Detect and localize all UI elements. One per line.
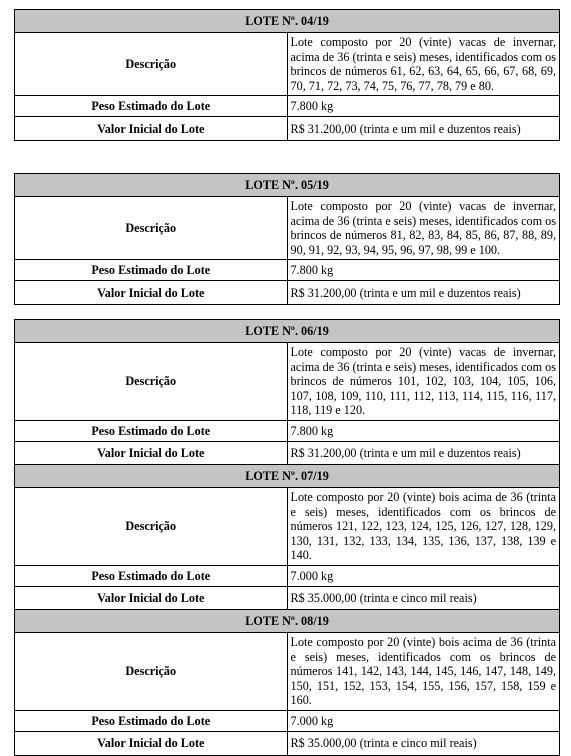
valor-value: R$ 31.200,00 (trinta e um mil e duzentos reais) <box>287 281 560 305</box>
descricao-value: Lote composto por 20 (vinte) bois acima de 36 (trinta e seis) meses, identificados com os brincos de números 121, 122, 123, 124, 125, 126, 127, 128, 129, 130, 131, 132, 133, 134, 135, 136, 137, 138, 139 e 140. <box>287 488 560 566</box>
lote-table-08-19 <box>14 609 560 756</box>
lote-title: LOTE Nº. 07/19 <box>15 465 560 488</box>
peso-label: Peso Estimado do Lote <box>15 565 288 586</box>
lote-table-04-19 <box>14 9 560 141</box>
peso-label: Peso Estimado do Lote <box>15 96 288 117</box>
descricao-label: Descrição <box>15 488 288 566</box>
descricao-value: Lote composto por 20 (vinte) vacas de invernar, acima de 36 (trinta e seis) meses, identificados com os brincos de números 101, 102, 103, 104, 105, 106, 107, 108, 109, 110, 111, 112, 113, 114, 115, 116, 117, 118, 119 e 120. <box>287 343 560 421</box>
lote-title: LOTE Nº. 04/19 <box>15 10 560 33</box>
descricao-label: Descrição <box>15 633 288 711</box>
descricao-label: Descrição <box>15 343 288 421</box>
descricao-label: Descrição <box>15 197 288 260</box>
lote-title: LOTE Nº. 06/19 <box>15 320 560 343</box>
valor-label: Valor Inicial do Lote <box>15 281 288 305</box>
peso-value: 7.000 kg <box>287 565 560 586</box>
peso-label: Peso Estimado do Lote <box>15 420 288 441</box>
valor-label: Valor Inicial do Lote <box>15 117 288 141</box>
valor-value: R$ 31.200,00 (trinta e um mil e duzentos reais) <box>287 117 560 141</box>
lote-table-06-19 <box>14 319 560 466</box>
peso-value: 7.800 kg <box>287 96 560 117</box>
valor-label: Valor Inicial do Lote <box>15 731 288 755</box>
descricao-value: Lote composto por 20 (vinte) vacas de invernar, acima de 36 (trinta e seis) meses, identificados com os brincos de números 81, 82, 83, 84, 85, 86, 87, 88, 89, 90, 91, 92, 93, 94, 95, 96, 97, 98, 99 e 100. <box>287 197 560 260</box>
lote-title: LOTE Nº. 08/19 <box>15 610 560 633</box>
valor-value: R$ 35.000,00 (trinta e cinco mil reais) <box>287 586 560 610</box>
valor-label: Valor Inicial do Lote <box>15 441 288 465</box>
peso-label: Peso Estimado do Lote <box>15 260 288 281</box>
peso-value: 7.800 kg <box>287 260 560 281</box>
descricao-value: Lote composto por 20 (vinte) bois acima de 36 (trinta e seis) meses, identificados com os brincos de números 141, 142, 143, 144, 145, 146, 147, 148, 149, 150, 151, 152, 153, 154, 155, 156, 157, 158, 159 e 160. <box>287 633 560 711</box>
valor-value: R$ 35.000,00 (trinta e cinco mil reais) <box>287 731 560 755</box>
lote-title: LOTE Nº. 05/19 <box>15 174 560 197</box>
valor-value: R$ 31.200,00 (trinta e um mil e duzentos reais) <box>287 441 560 465</box>
peso-value: 7.000 kg <box>287 710 560 731</box>
lote-table-07-19 <box>14 464 560 611</box>
valor-label: Valor Inicial do Lote <box>15 586 288 610</box>
descricao-label: Descrição <box>15 33 288 96</box>
peso-value: 7.800 kg <box>287 420 560 441</box>
descricao-value: Lote composto por 20 (vinte) vacas de invernar, acima de 36 (trinta e seis) meses, identificados com os brincos de números 61, 62, 63, 64, 65, 66, 67, 68, 69, 70, 71, 72, 73, 74, 75, 76, 77, 78, 79 e 80. <box>287 33 560 96</box>
lote-table-05-19 <box>14 173 560 305</box>
peso-label: Peso Estimado do Lote <box>15 710 288 731</box>
